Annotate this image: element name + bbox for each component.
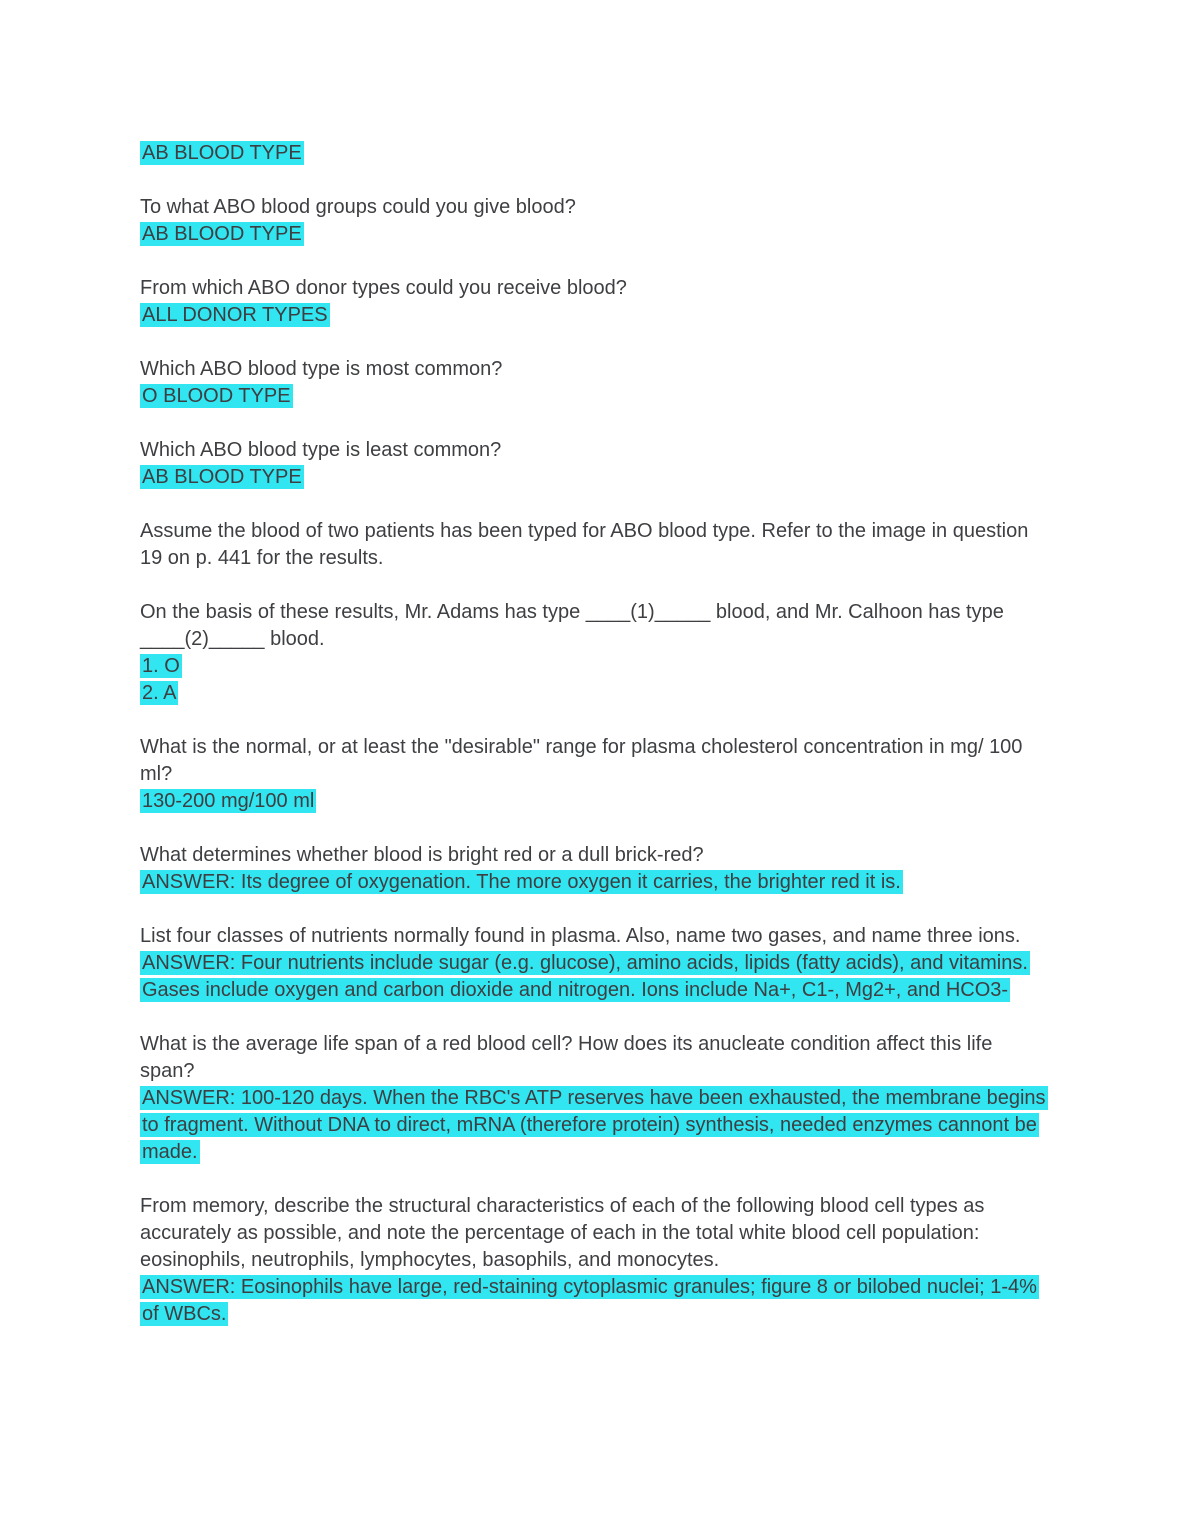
highlighted-answer: ANSWER: Its degree of oxygenation. The more oxygen it carries, the brighter red it is. (142, 871, 901, 893)
highlighted-answer: ANSWER: Four nutrients include sugar (e.g. glucose), amino acids, lipids (fatty acids), and vitamins. Gases include oxygen and carbon dioxide and nitrogen. Ions include Na+, C1-, Mg2+, and HCO3- (142, 952, 1028, 1001)
answer-line (140, 653, 1050, 680)
answer-line (140, 950, 1050, 1004)
highlighted-answer: 2. A (142, 682, 177, 704)
answer-line (140, 1274, 1050, 1328)
answer-line (140, 464, 1050, 491)
highlighted-answer: ALL DONOR TYPES (142, 304, 328, 326)
highlighted-answer: 130-200 mg/100 ml (142, 790, 315, 812)
question-text: To what ABO blood groups could you give blood? (140, 196, 576, 218)
qa-block (140, 1031, 1050, 1166)
question-text: Which ABO blood type is most common? (140, 358, 503, 380)
qa-block (140, 1193, 1050, 1328)
question-text: On the basis of these results, Mr. Adams has type ____(1)_____ blood, and Mr. Calhoon has type ____(2)_____ blood. (140, 601, 1004, 650)
qa-block (140, 275, 1050, 329)
question-text: Which ABO blood type is least common? (140, 439, 502, 461)
highlighted-answer: AB BLOOD TYPE (142, 223, 302, 245)
qa-block (140, 356, 1050, 410)
answer-line (140, 383, 1050, 410)
paragraph-text: Assume the blood of two patients has been typed for ABO blood type. Refer to the image in question 19 on p. 441 for the results. (140, 520, 1029, 569)
qa-block (140, 194, 1050, 248)
highlighted-answer: AB BLOOD TYPE (142, 142, 302, 164)
qa-block (140, 599, 1050, 707)
paragraph-block (140, 518, 1050, 572)
highlighted-answer: ANSWER: 100-120 days. When the RBC's ATP reserves have been exhausted, the membrane begins to fragment. Without DNA to direct, mRNA (therefore protein) synthesis, needed enzymes cannont be made. (142, 1087, 1046, 1163)
highlighted-answer: AB BLOOD TYPE (142, 466, 302, 488)
question-text: From which ABO donor types could you receive blood? (140, 277, 627, 299)
qa-block (140, 437, 1050, 491)
question-text: List four classes of nutrients normally found in plasma. Also, name two gases, and name three ions. (140, 925, 1021, 947)
answer-line (140, 221, 1050, 248)
answer-line (140, 869, 1050, 896)
question-text: What is the average life span of a red blood cell? How does its anucleate condition affect this life span? (140, 1033, 993, 1082)
answer-block (140, 140, 1050, 167)
qa-block (140, 923, 1050, 1004)
question-text: From memory, describe the structural characteristics of each of the following blood cell types as accurately as possible, and note the percentage of each in the total white blood cell population: eosinophils, neutrophils, lymphocytes, basophils, and monocytes. (140, 1195, 985, 1271)
qa-block (140, 734, 1050, 815)
question-text: What determines whether blood is bright red or a dull brick-red? (140, 844, 704, 866)
answer-line (140, 680, 1050, 707)
answer-line (140, 1085, 1050, 1166)
answer-line (140, 788, 1050, 815)
answer-line (140, 302, 1050, 329)
question-text: What is the normal, or at least the "desirable" range for plasma cholesterol concentration in mg/ 100 ml? (140, 736, 1023, 785)
highlighted-answer: O BLOOD TYPE (142, 385, 291, 407)
qa-block (140, 842, 1050, 896)
highlighted-answer: ANSWER: Eosinophils have large, red-staining cytoplasmic granules; figure 8 or bilobed nuclei; 1-4% of WBCs. (142, 1276, 1037, 1325)
highlighted-answer: 1. O (142, 655, 180, 677)
